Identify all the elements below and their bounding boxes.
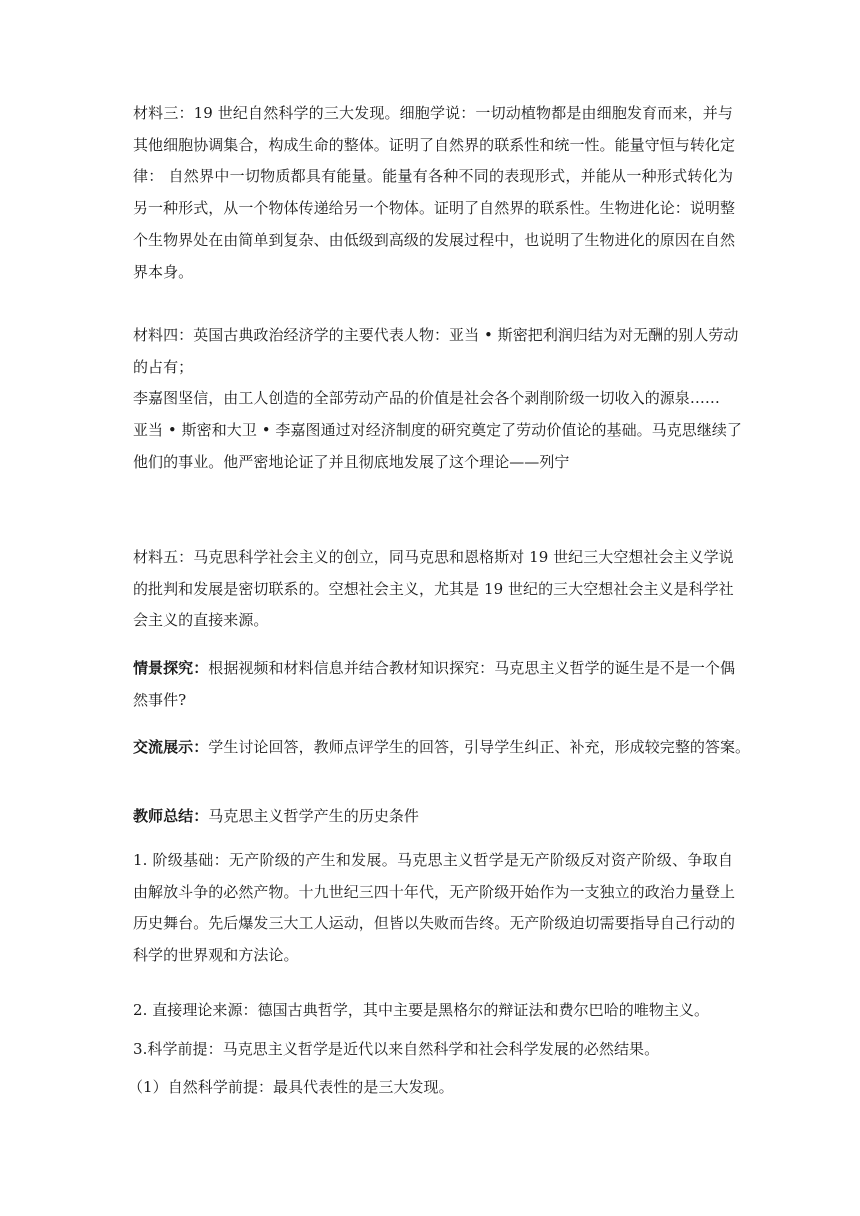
point-one-paragraph: [133, 845, 736, 972]
text-line: 然事件?: [133, 690, 187, 709]
summary-label: 教师总结：: [133, 807, 209, 825]
exchange-text: 学生讨论回答，教师点评学生的回答，引导学生纠正、补充，形成较完整的答案。: [208, 738, 751, 756]
text-line: （1）自然科学前提：最具代表性的是三大发现。: [128, 1078, 454, 1096]
text-line: 历史舞台。先后爆发三大工人运动，但皆以失败而告终。无产阶级迫切需要指导自己行动的: [133, 914, 736, 933]
point-three-paragraph: [133, 1034, 733, 1066]
text-line: 材料五：马克思科学社会主义的创立，同马克思和恩格斯对 19 世纪三大空想社会主义学说: [133, 548, 734, 566]
text-line: [133, 801, 733, 833]
text-line: 其他细胞协调集合，构成生命的整体。证明了自然界的联系性和统一性。能量守恒与转化定: [133, 135, 736, 154]
text-line: 会主义的直接来源。: [133, 611, 269, 630]
inquiry-text: 根据视频和材料信息并结合教材知识探究：马克思主义哲学的诞生是不是一个偶: [208, 659, 736, 677]
summary-paragraph: [133, 801, 733, 833]
text-line: 界本身。: [133, 262, 194, 281]
text-line: 李嘉图坚信，由工人创造的全部劳动产品的价值是社会各个剥削阶级一切收入的源泉……: [133, 389, 720, 408]
text-line: [133, 653, 736, 685]
exchange-paragraph: [133, 732, 751, 764]
text-line: 3.科学前提：马克思主义哲学是近代以来自然科学和社会科学发展的必然结果。: [133, 1040, 660, 1058]
text-line: 材料四：英国古典政治经济学的主要代表人物：亚当 • 斯密把利润归结为对无酬的别人劳动: [133, 326, 739, 344]
text-line: 的批判和发展是密切联系的。空想社会主义，尤其是 19 世纪的三大空想社会主义是科学社: [133, 579, 734, 598]
text-line: [133, 732, 751, 764]
inquiry-label: 情景探究：: [133, 659, 209, 677]
text-line: 律： 自然界中一切物质都具有能量。能量有各种不同的表现形式，并能从一种形式转化为: [133, 167, 733, 186]
text-line: 另一种形式，从一个物体传递给另一个物体。证明了自然界的联系性。生物进化论：说明整: [133, 199, 736, 218]
text-line: 他们的事业。他严密地论证了并且彻底地发展了这个理论——列宁: [133, 452, 570, 471]
text-line: 亚当 • 斯密和大卫 • 李嘉图通过对经济制度的研究奠定了劳动价值论的基础。马克思继续了: [133, 421, 742, 440]
point-three-one-paragraph: [128, 1072, 728, 1104]
material-five-paragraph: [133, 542, 733, 637]
point-two-paragraph: [133, 995, 733, 1027]
text-line: 科学的世界观和方法论。: [133, 946, 299, 965]
text-line: 1. 阶级基础：无产阶级的产生和发展。马克思主义哲学是无产阶级反对资产阶级、争取自: [133, 851, 733, 869]
material-four-paragraph: [133, 320, 742, 479]
material-three-paragraph: [133, 98, 736, 288]
exchange-label: 交流展示：: [133, 738, 209, 756]
summary-text: 马克思主义哲学产生的历史条件: [208, 807, 419, 825]
text-line: 2. 直接理论来源：德国古典哲学，其中主要是黑格尔的辩证法和费尔巴哈的唯物主义。: [133, 1001, 710, 1019]
text-line: 个生物界处在由简单到复杂、由低级到高级的发展过程中，也说明了生物进化的原因在自然: [133, 230, 736, 249]
text-line: 由解放斗争的必然产物。十九世纪三四十年代，无产阶级开始作为一支独立的政治力量登上: [133, 882, 736, 901]
text-line: 的占有；: [133, 357, 194, 376]
text-line: 材料三：19 世纪自然科学的三大发现。细胞学说：一切动植物都是由细胞发育而来，并与: [133, 104, 733, 122]
inquiry-paragraph: [133, 653, 736, 716]
